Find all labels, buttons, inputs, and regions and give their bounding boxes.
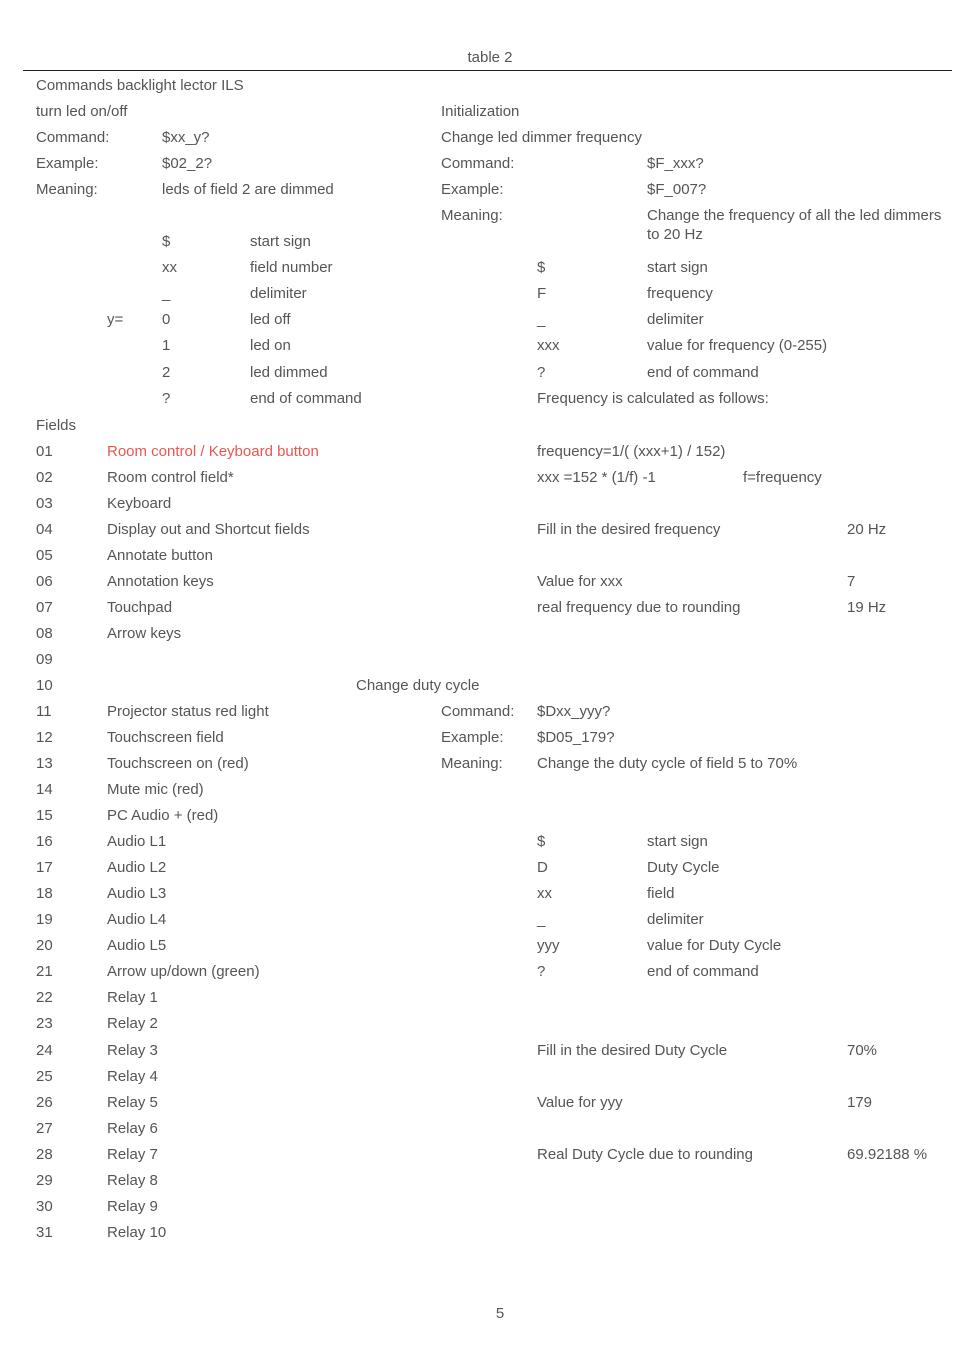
syntax-desc: led off [250,311,291,328]
field-number: 12 [36,729,53,746]
field-name: Relay 8 [107,1172,158,1189]
field-number: 15 [36,807,53,824]
field-number: 31 [36,1224,53,1241]
field-number: 14 [36,781,53,798]
freq-meaning-line: to 20 Hz [647,226,703,243]
field-number: 23 [36,1015,53,1032]
freq-syntax-desc: value for frequency (0-255) [647,337,828,354]
freq-syntax-desc: start sign [647,259,708,276]
field-name: Touchscreen field [107,729,224,746]
duty-heading: Change duty cycle [356,677,480,694]
freq-heading: Change led dimmer frequency [441,129,642,146]
meaning-label: Meaning: [36,181,98,198]
duty-meaning-value: Change the duty cycle of field 5 to 70% [537,755,798,772]
field-name: Touchscreen on (red) [107,755,249,772]
field-number: 05 [36,547,53,564]
field-name: Mute mic (red) [107,781,204,798]
freq-syntax-symbol: $ [537,259,546,276]
command-label: Command: [36,129,110,146]
field-number: 02 [36,469,53,486]
field-name: Room control field* [107,469,234,486]
field-number: 13 [36,755,53,772]
duty-meaning-label: Meaning: [441,755,503,772]
field-number: 27 [36,1120,53,1137]
duty-example-label: Example: [441,729,504,746]
field-number: 29 [36,1172,53,1189]
field-name: Relay 4 [107,1068,158,1085]
field-name: Room control / Keyboard button [107,443,319,460]
field-number: 18 [36,885,53,902]
example-label: Example: [36,155,99,172]
duty-syntax-desc: value for Duty Cycle [647,937,782,954]
field-number: 26 [36,1094,53,1111]
field-number: 22 [36,989,53,1006]
syntax-symbol: 0 [162,311,171,328]
field-name: Arrow up/down (green) [107,963,260,980]
freq-syntax-symbol: ? [537,364,546,381]
freq-syntax-symbol: _ [537,311,546,328]
duty-command-label: Command: [441,703,515,720]
field-number: 28 [36,1146,53,1163]
y-label: y= [107,311,124,328]
field-name: Relay 9 [107,1198,158,1215]
syntax-desc: end of command [250,390,362,407]
freq-command-value: $F_xxx? [647,155,704,172]
duty-syntax-desc: start sign [647,833,708,850]
syntax-desc: led dimmed [250,364,328,381]
duty-syntax-symbol: yyy [537,937,560,954]
freq-real-label: real frequency due to rounding [537,599,741,616]
freq-xxx-value: 7 [847,573,856,590]
duty-desired-label: Fill in the desired Duty Cycle [537,1042,728,1059]
header-rule [23,70,952,71]
freq-syntax-desc: delimiter [647,311,704,328]
freq-syntax-symbol: xxx [537,337,560,354]
field-name: Relay 3 [107,1042,158,1059]
field-name: Relay 6 [107,1120,158,1137]
field-name: Audio L3 [107,885,167,902]
freq-example-value: $F_007? [647,181,707,198]
syntax-desc: delimiter [250,285,307,302]
duty-syntax-symbol: ? [537,963,546,980]
field-number: 19 [36,911,53,928]
freq-example-label: Example: [441,181,504,198]
duty-real-label: Real Duty Cycle due to rounding [537,1146,753,1163]
duty-syntax-symbol: D [537,859,548,876]
table-title: table 2 [467,49,513,66]
freq-command-label: Command: [441,155,515,172]
freq-real-value: 19 Hz [847,599,887,616]
freq-formula: frequency=1/( (xxx+1) / 152) [537,443,726,460]
duty-yyy-label: Value for yyy [537,1094,623,1111]
field-number: 30 [36,1198,53,1215]
field-number: 21 [36,963,53,980]
syntax-symbol: $ [162,233,171,250]
field-name: Relay 2 [107,1015,158,1032]
field-name: Relay 7 [107,1146,158,1163]
field-number: 04 [36,521,53,538]
field-number: 08 [36,625,53,642]
field-number: 07 [36,599,53,616]
freq-syntax-symbol: F [537,285,547,302]
duty-example-value: $D05_179? [537,729,615,746]
syntax-symbol: ? [162,390,171,407]
freq-meaning-line: Change the frequency of all the led dimmers [647,207,942,224]
freq-desired-value: 20 Hz [847,521,887,538]
example-value: $02_2? [162,155,213,172]
freq-xxx-label: Value for xxx [537,573,623,590]
field-name: Projector status red light [107,703,269,720]
duty-syntax-desc: delimiter [647,911,704,928]
freq-syntax-desc: end of command [647,364,759,381]
field-name: Relay 10 [107,1224,167,1241]
syntax-desc: led on [250,337,291,354]
meaning-value: leds of field 2 are dimmed [162,181,334,198]
duty-syntax-symbol: _ [537,911,546,928]
field-name: PC Audio + (red) [107,807,219,824]
syntax-symbol: xx [162,259,177,276]
syntax-symbol: 1 [162,337,171,354]
syntax-desc: field number [250,259,333,276]
duty-command-value: $Dxx_yyy? [537,703,611,720]
freq-formula: xxx =152 * (1/f) -1 [537,469,656,486]
field-number: 11 [36,703,52,720]
field-name: Audio L5 [107,937,167,954]
duty-syntax-desc: field [647,885,675,902]
syntax-symbol: _ [162,285,171,302]
field-number: 16 [36,833,53,850]
field-name: Keyboard [107,495,172,512]
duty-yyy-value: 179 [847,1094,873,1111]
section-heading: Commands backlight lector ILS [36,77,244,94]
duty-desired-value: 70% [847,1042,878,1059]
section-subheading: turn led on/off [36,103,128,120]
field-name: Arrow keys [107,625,182,642]
duty-syntax-symbol: xx [537,885,552,902]
field-number: 09 [36,651,53,668]
field-name: Annotate button [107,547,213,564]
field-number: 10 [36,677,53,694]
page-number: 5 [495,1305,505,1322]
freq-calc-note: Frequency is calculated as follows: [537,390,769,407]
duty-syntax-desc: Duty Cycle [647,859,720,876]
field-name: Relay 5 [107,1094,158,1111]
field-name: Audio L1 [107,833,167,850]
freq-formula-note: f=frequency [743,469,822,486]
field-name: Audio L4 [107,911,167,928]
field-name: Display out and Shortcut fields [107,521,310,538]
duty-syntax-desc: end of command [647,963,759,980]
field-number: 25 [36,1068,53,1085]
field-name: Touchpad [107,599,173,616]
field-number: 17 [36,859,53,876]
duty-real-value: 69.92188 % [847,1146,928,1163]
command-value: $xx_y? [162,129,210,146]
syntax-symbol: 2 [162,364,171,381]
syntax-desc: start sign [250,233,311,250]
field-name: Annotation keys [107,573,214,590]
fields-heading: Fields [36,417,77,434]
field-name: Audio L2 [107,859,167,876]
freq-syntax-desc: frequency [647,285,713,302]
field-number: 03 [36,495,53,512]
field-number: 01 [36,443,53,460]
freq-desired-label: Fill in the desired frequency [537,521,721,538]
field-number: 24 [36,1042,53,1059]
duty-syntax-symbol: $ [537,833,546,850]
field-number: 06 [36,573,53,590]
field-number: 20 [36,937,53,954]
freq-meaning-label: Meaning: [441,207,503,224]
init-heading: Initialization [441,103,520,120]
field-name: Relay 1 [107,989,158,1006]
